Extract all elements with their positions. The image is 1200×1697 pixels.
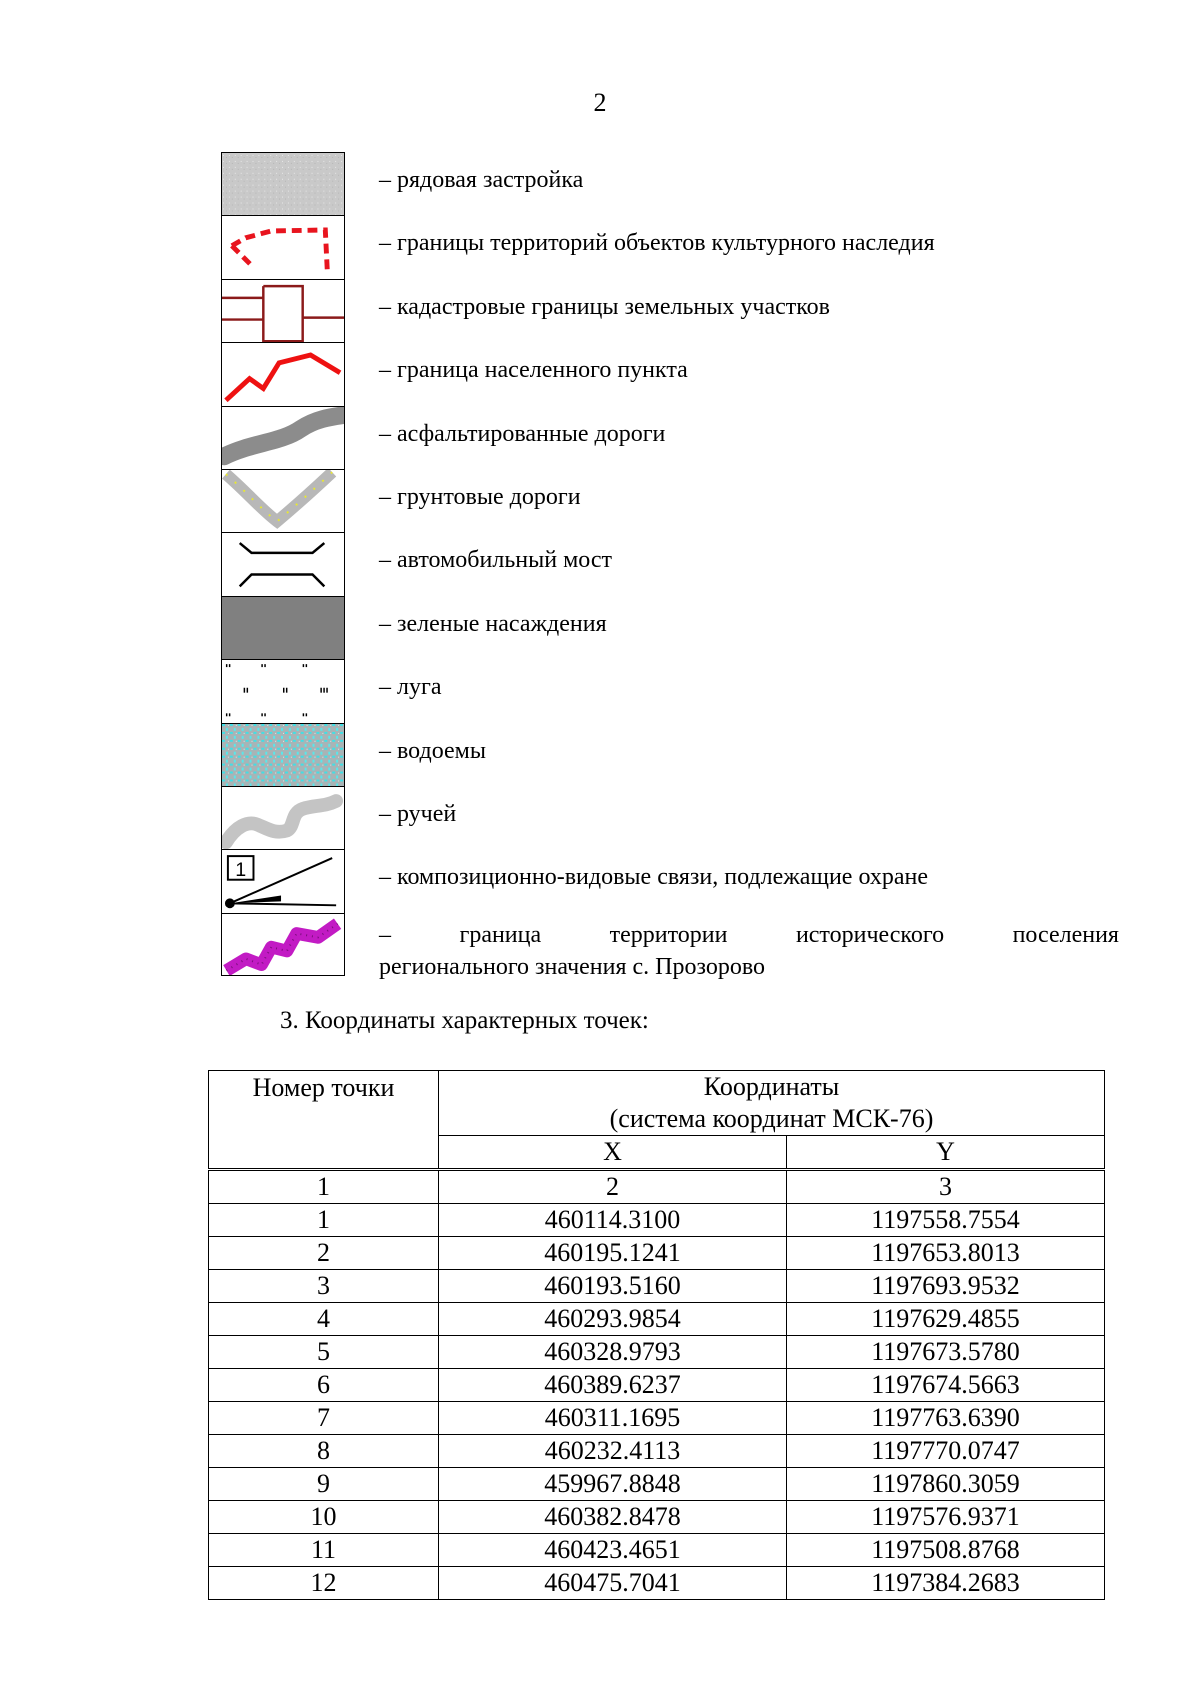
x-value: 460114.3100 xyxy=(439,1204,787,1237)
x-value: 460193.5160 xyxy=(439,1270,787,1303)
legend-label: – луга xyxy=(379,674,442,701)
legend-item xyxy=(221,786,1121,849)
legend-item xyxy=(221,469,1121,532)
legend-item xyxy=(221,532,1121,595)
legend-label: – грунтовые дороги xyxy=(379,483,581,510)
column-number: 2 xyxy=(439,1170,787,1204)
legend-label: – границы территорий объектов культурного наследия xyxy=(379,230,935,257)
header-x: X xyxy=(439,1136,787,1170)
y-value: 1197653.8013 xyxy=(787,1237,1105,1270)
table-row xyxy=(209,1369,1105,1402)
y-value: 1197576.9371 xyxy=(787,1501,1105,1534)
legend-label: – автомобильный мост xyxy=(379,547,613,574)
legend-label: – композиционно-видовые связи, подлежащие охране xyxy=(379,864,928,891)
legend-item xyxy=(221,406,1121,469)
x-value: 460293.9854 xyxy=(439,1303,787,1336)
legend-word: граница xyxy=(459,921,542,948)
table-row xyxy=(209,1534,1105,1567)
view-connection-icon xyxy=(221,849,345,912)
meadow-icon xyxy=(221,659,345,722)
table-row xyxy=(209,1501,1105,1534)
table-row xyxy=(209,1204,1105,1237)
table-row xyxy=(209,1468,1105,1501)
legend-label: – рядовая застройка xyxy=(379,167,584,193)
header-coordinate-system: (система координат МСК-76) xyxy=(609,1104,934,1133)
x-value: 460389.6237 xyxy=(439,1369,787,1402)
column-number-row xyxy=(209,1170,1105,1204)
point-number: 5 xyxy=(209,1336,439,1369)
asphalt-road-icon xyxy=(221,406,345,469)
x-value: 460423.4651 xyxy=(439,1534,787,1567)
legend-word: территории xyxy=(609,921,728,948)
x-value: 460328.9793 xyxy=(439,1336,787,1369)
legend-label-line xyxy=(379,919,1119,951)
point-number: 8 xyxy=(209,1435,439,1468)
legend-label xyxy=(379,919,1119,983)
point-number: 3 xyxy=(209,1270,439,1303)
point-number: 10 xyxy=(209,1501,439,1534)
page-number: 2 xyxy=(593,88,607,117)
legend-item xyxy=(221,723,1121,786)
x-value: 459967.8848 xyxy=(439,1468,787,1501)
legend-label: – зеленые насаждения xyxy=(379,610,607,637)
point-number: 1 xyxy=(209,1204,439,1237)
legend-item xyxy=(221,215,1121,278)
y-value: 1197770.0747 xyxy=(787,1435,1105,1468)
x-value: 460311.1695 xyxy=(439,1402,787,1435)
table-row xyxy=(209,1303,1105,1336)
point-number: 6 xyxy=(209,1369,439,1402)
legend-label: – асфальтированные дороги xyxy=(379,420,666,447)
legend-item xyxy=(221,342,1121,405)
y-value: 1197674.5663 xyxy=(787,1369,1105,1402)
y-value: 1197629.4855 xyxy=(787,1303,1105,1336)
point-number: 2 xyxy=(209,1237,439,1270)
table-row xyxy=(209,1270,1105,1303)
legend-item xyxy=(221,152,1121,215)
x-value: 460475.7041 xyxy=(439,1567,787,1600)
point-number: 4 xyxy=(209,1303,439,1336)
table-row xyxy=(209,1567,1105,1600)
dirt-road-icon xyxy=(221,469,345,532)
legend-label: – ручей xyxy=(379,800,457,827)
green-space-icon xyxy=(221,596,345,659)
x-value: 460382.8478 xyxy=(439,1501,787,1534)
header-coordinates-title: Координаты xyxy=(703,1072,840,1101)
table-row xyxy=(209,1237,1105,1270)
table-row xyxy=(209,1402,1105,1435)
table-row xyxy=(209,1336,1105,1369)
view-connection-number: 1 xyxy=(235,859,247,882)
y-value: 1197384.2683 xyxy=(787,1567,1105,1600)
point-number: 9 xyxy=(209,1468,439,1501)
table-row xyxy=(209,1435,1105,1468)
y-value: 1197673.5780 xyxy=(787,1336,1105,1369)
legend-label: – граница населенного пункта xyxy=(379,357,688,384)
heritage-boundary-icon xyxy=(221,215,345,278)
legend-item xyxy=(221,849,1121,912)
column-number: 3 xyxy=(787,1170,1105,1204)
section-heading: 3. Координаты характерных точек: xyxy=(280,1007,649,1034)
header-point-number: Номер точки xyxy=(209,1071,439,1170)
y-value: 1197693.9532 xyxy=(787,1270,1105,1303)
stream-icon xyxy=(221,786,345,849)
cadastral-boundary-icon xyxy=(221,279,345,342)
point-number: 11 xyxy=(209,1534,439,1567)
legend-word: исторического xyxy=(795,921,945,948)
column-number: 1 xyxy=(209,1170,439,1204)
point-number: 12 xyxy=(209,1567,439,1600)
legend-item xyxy=(221,279,1121,342)
settlement-boundary-icon xyxy=(221,342,345,405)
legend-item xyxy=(221,659,1121,722)
y-value: 1197860.3059 xyxy=(787,1468,1105,1501)
header-y: Y xyxy=(787,1136,1105,1170)
coordinates-table xyxy=(208,1070,1105,1600)
y-value: 1197558.7554 xyxy=(787,1204,1105,1237)
water-body-icon xyxy=(221,723,345,786)
legend-word: – xyxy=(379,921,391,948)
x-value: 460232.4113 xyxy=(439,1435,787,1468)
header-coordinates xyxy=(439,1071,1105,1136)
y-value: 1197508.8768 xyxy=(787,1534,1105,1567)
y-value: 1197763.6390 xyxy=(787,1402,1105,1435)
legend xyxy=(221,152,1121,980)
historic-settlement-boundary-icon xyxy=(221,913,345,976)
legend-word: поселения xyxy=(1012,921,1119,948)
x-value: 460195.1241 xyxy=(439,1237,787,1270)
legend-item xyxy=(221,596,1121,659)
legend-item xyxy=(221,913,1121,980)
legend-label-line: регионального значения с. Прозорово xyxy=(379,953,766,980)
legend-label: – водоемы xyxy=(379,737,486,764)
point-number: 7 xyxy=(209,1402,439,1435)
row-building-icon xyxy=(221,152,345,215)
bridge-icon xyxy=(221,532,345,595)
legend-label: – кадастровые границы земельных участков xyxy=(379,293,831,320)
